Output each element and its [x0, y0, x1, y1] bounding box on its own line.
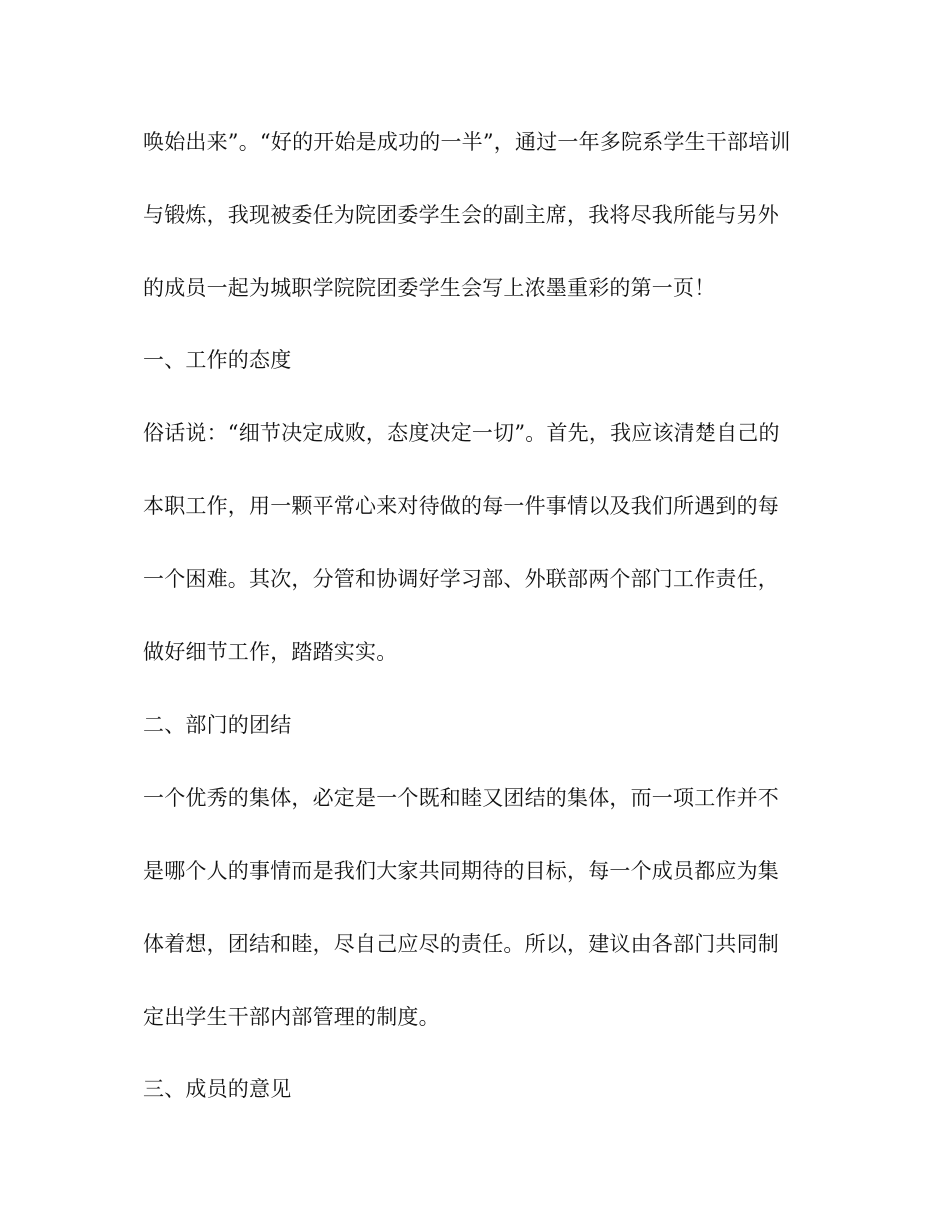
paragraph-line: 做好细节工作，踏踏实实。	[143, 640, 398, 664]
paragraph-line: 俗话说：“细节决定成败，态度决定一切”。首先，我应该清楚自己的	[143, 421, 780, 445]
paragraph-line: 定出学生干部内部管理的制度。	[143, 1005, 440, 1029]
section-heading-member-opinions: 三、成员的意见	[143, 1077, 292, 1101]
section-heading-department-unity: 二、部门的团结	[143, 713, 292, 737]
paragraph-line: 一个优秀的集体，必定是一个既和睦又团结的集体，而一项工作并不	[143, 786, 779, 810]
paragraph-line: 的成员一起为城职学院院团委学生会写上浓墨重彩的第一页！	[143, 276, 716, 300]
paragraph-line: 与锻炼，我现被委任为院团委学生会的副主席，我将尽我所能与另外	[143, 203, 779, 227]
section-heading-work-attitude: 一、工作的态度	[143, 348, 292, 372]
paragraph-line: 是哪个人的事情而是我们大家共同期待的目标，每一个成员都应为集	[143, 859, 779, 883]
paragraph-line: 体着想，团结和睦，尽自己应尽的责任。所以，建议由各部门共同制	[143, 932, 779, 956]
paragraph-line: 唤始出来”。“好的开始是成功的一半”，通过一年多院系学生干部培训	[143, 130, 791, 154]
paragraph-line: 一个困难。其次，分管和协调好学习部、外联部两个部门工作责任，	[143, 567, 779, 591]
paragraph-line: 本职工作，用一颗平常心来对待做的每一件事情以及我们所遇到的每	[143, 494, 779, 518]
